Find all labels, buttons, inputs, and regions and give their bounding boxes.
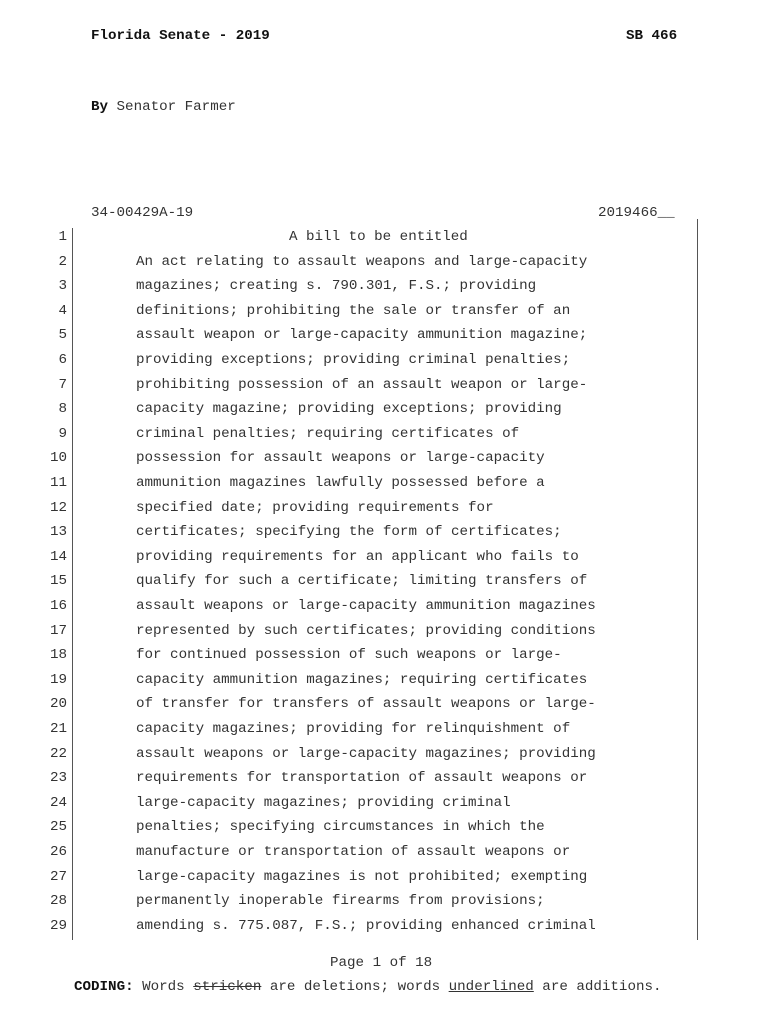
bill-line: providing requirements for an applicant who fails to bbox=[136, 549, 579, 565]
bill-line: definitions; prohibiting the sale or transfer of an bbox=[136, 303, 571, 319]
draft-code: 34-00429A-19 bbox=[91, 205, 194, 221]
line-number: 14 bbox=[49, 549, 67, 565]
sponsor-name: Senator Farmer bbox=[116, 99, 236, 115]
line-number: 10 bbox=[49, 450, 67, 466]
bill-line: assault weapons or large-capacity ammunition magazines bbox=[136, 598, 596, 614]
line-number: 3 bbox=[58, 278, 67, 294]
line-number: 25 bbox=[49, 819, 67, 835]
coding-underlined-example: underlined bbox=[448, 979, 534, 995]
bill-line: capacity ammunition magazines; requiring certificates bbox=[136, 672, 588, 688]
sponsor-prefix: By bbox=[91, 99, 109, 115]
coding-stricken-example: stricken bbox=[193, 979, 262, 995]
line-number: 4 bbox=[58, 303, 67, 319]
line-number: 19 bbox=[49, 672, 67, 688]
bill-line: assault weapon or large-capacity ammunition magazine; bbox=[136, 327, 588, 343]
bill-line: An act relating to assault weapons and large-capacity bbox=[136, 254, 588, 270]
line-number: 27 bbox=[49, 869, 67, 885]
line-number: 18 bbox=[49, 647, 67, 663]
coding-label: CODING: bbox=[74, 979, 134, 995]
line-number: 15 bbox=[49, 573, 67, 589]
coding-mid: are deletions; words bbox=[261, 979, 449, 995]
line-number: 20 bbox=[49, 696, 67, 712]
line-number: 16 bbox=[49, 598, 67, 614]
left-margin-rule bbox=[72, 228, 73, 940]
bill-line: qualify for such a certificate; limiting transfers of bbox=[136, 573, 588, 589]
right-margin-rule bbox=[697, 219, 698, 940]
bill-line: manufacture or transportation of assault weapons or bbox=[136, 844, 571, 860]
line-number: 5 bbox=[58, 327, 67, 343]
bill-line: possession for assault weapons or large-capacity bbox=[136, 450, 545, 466]
line-number: 24 bbox=[49, 795, 67, 811]
bill-line: amending s. 775.087, F.S.; providing enhanced criminal bbox=[136, 918, 596, 934]
line-number: 13 bbox=[49, 524, 67, 540]
bill-line: certificates; specifying the form of certificates; bbox=[136, 524, 562, 540]
coding-end: are additions. bbox=[533, 979, 662, 995]
page-number: Page 1 of 18 bbox=[330, 955, 433, 971]
bill-line: large-capacity magazines; providing criminal bbox=[136, 795, 511, 811]
bill-line: requirements for transportation of assault weapons or bbox=[136, 770, 588, 786]
bill-line: capacity magazines; providing for relinquishment of bbox=[136, 721, 571, 737]
bill-line: assault weapons or large-capacity magazines; providing bbox=[136, 746, 596, 762]
line-number: 23 bbox=[49, 770, 67, 786]
line-number: 2 bbox=[58, 254, 67, 270]
bill-line: prohibiting possession of an assault weapon or large- bbox=[136, 377, 588, 393]
line-number: 28 bbox=[49, 893, 67, 909]
bill-code: 2019466__ bbox=[598, 205, 675, 221]
bill-line: large-capacity magazines is not prohibited; exempting bbox=[136, 869, 588, 885]
sponsor-line bbox=[91, 99, 236, 115]
bill-line: for continued possession of such weapons or large- bbox=[136, 647, 562, 663]
coding-legend bbox=[74, 979, 662, 995]
bill-line: specified date; providing requirements for bbox=[136, 500, 494, 516]
line-number: 17 bbox=[49, 623, 67, 639]
bill-line: permanently inoperable firearms from provisions; bbox=[136, 893, 545, 909]
bill-line: providing exceptions; providing criminal penalties; bbox=[136, 352, 571, 368]
line-number: 1 bbox=[58, 229, 67, 245]
line-number: 9 bbox=[58, 426, 67, 442]
line-number: 8 bbox=[58, 401, 67, 417]
document-header-title: Florida Senate - 2019 bbox=[91, 28, 270, 44]
line-number: 11 bbox=[49, 475, 67, 491]
line-number: 21 bbox=[49, 721, 67, 737]
bill-number: SB 466 bbox=[626, 28, 678, 44]
line-number: 7 bbox=[58, 377, 67, 393]
bill-line: penalties; specifying circumstances in which the bbox=[136, 819, 545, 835]
line-number: 29 bbox=[49, 918, 67, 934]
bill-heading: A bill to be entitled bbox=[289, 229, 468, 245]
coding-words: Words bbox=[133, 979, 194, 995]
line-number: 6 bbox=[58, 352, 67, 368]
line-number: 12 bbox=[49, 500, 67, 516]
bill-line: capacity magazine; providing exceptions; providing bbox=[136, 401, 562, 417]
line-number: 22 bbox=[49, 746, 67, 762]
bill-line: magazines; creating s. 790.301, F.S.; providing bbox=[136, 278, 537, 294]
bill-line: ammunition magazines lawfully possessed before a bbox=[136, 475, 545, 491]
bill-line: of transfer for transfers of assault weapons or large- bbox=[136, 696, 596, 712]
bill-line: represented by such certificates; providing conditions bbox=[136, 623, 596, 639]
line-number: 26 bbox=[49, 844, 67, 860]
bill-line: criminal penalties; requiring certificates of bbox=[136, 426, 520, 442]
